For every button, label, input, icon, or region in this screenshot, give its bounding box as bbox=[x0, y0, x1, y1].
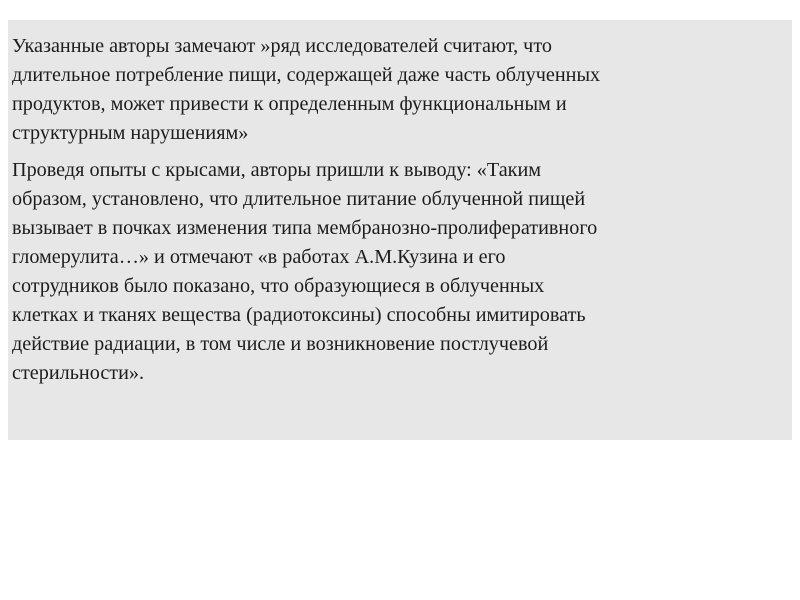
paragraph-line: клетках и тканях вещества (радиотоксины) способны имитировать bbox=[12, 304, 586, 326]
paragraph-line: образом, установлено, что длительное питание облученной пищей bbox=[12, 188, 586, 210]
paragraph-line: вызывает в почках изменения типа мембранозно-пролиферативного bbox=[12, 217, 598, 239]
paragraph-2 bbox=[12, 156, 792, 388]
paragraph-line: стерильности». bbox=[12, 362, 145, 384]
text-box bbox=[8, 20, 792, 440]
paragraph-line: гломерулита…» и отмечают «в работах А.М.Кузина и его bbox=[12, 246, 506, 268]
paragraph-line: продуктов, может привести к определенным функциональным и bbox=[12, 93, 567, 115]
paragraph-1 bbox=[12, 32, 792, 148]
paragraph-line: Указанные авторы замечают »ряд исследователей считают, что bbox=[12, 35, 552, 57]
paragraph-line: Проведя опыты с крысами, авторы пришли к выводу: «Таким bbox=[12, 159, 542, 181]
paragraph-line: длительное потребление пищи, содержащей даже часть облученных bbox=[12, 64, 601, 86]
paragraph-line: сотрудников было показано, что образующиеся в облученных bbox=[12, 275, 545, 297]
paragraph-line: структурным нарушениям» bbox=[12, 122, 249, 144]
paragraph-line: действие радиации, в том числе и возникновение постлучевой bbox=[12, 333, 549, 355]
